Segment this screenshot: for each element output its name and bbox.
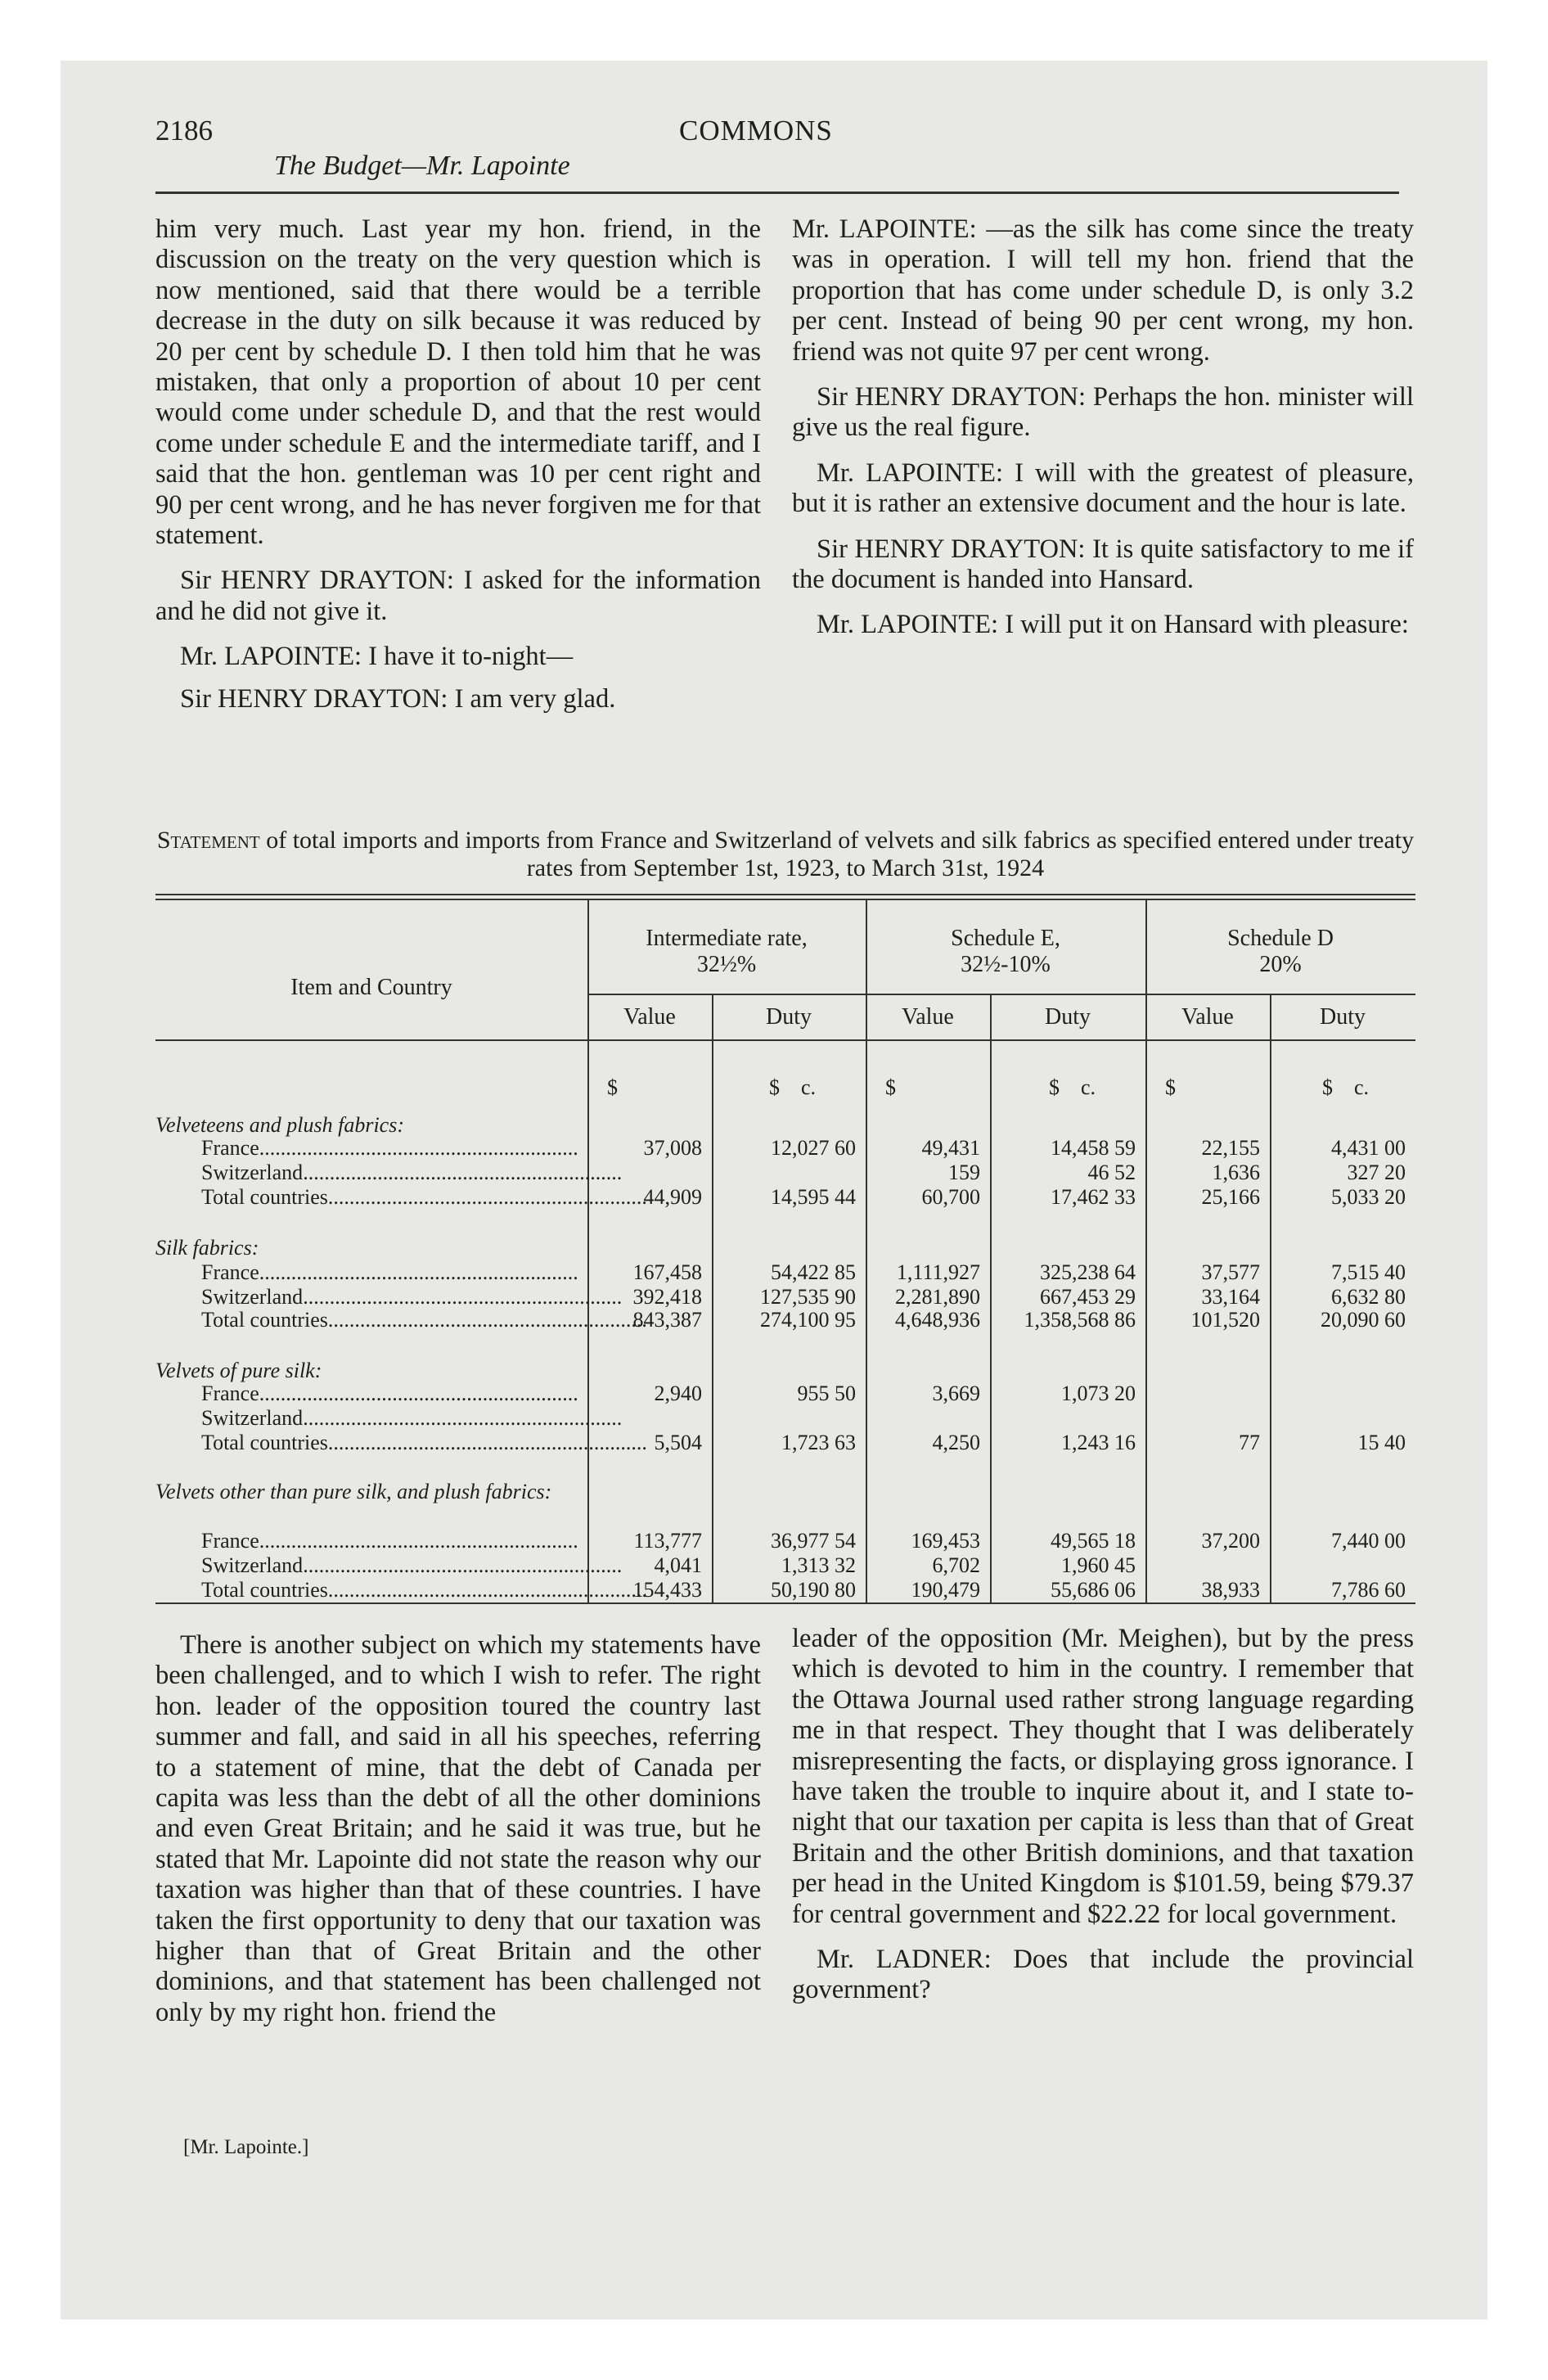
footer-speaker: [Mr. Lapointe.]	[183, 2136, 309, 2158]
table-col-divider	[866, 899, 867, 1602]
country-label: Switzerland	[201, 1285, 304, 1309]
country-label: Total countries	[201, 1185, 328, 1209]
table-cell: 37,200	[1201, 1529, 1260, 1553]
table-cell: 7,515 40	[1331, 1260, 1406, 1284]
group-header-schedule-d: Schedule D	[1227, 926, 1334, 951]
table-cell: 4,041	[654, 1553, 702, 1577]
country-label: France	[201, 1260, 259, 1284]
country-label: France	[201, 1529, 259, 1553]
table-row-label: Total countries............................................................	[201, 1431, 647, 1454]
paragraph: Mr. LADNER: Does that include the provincial government?	[792, 1945, 1414, 2005]
running-head: The Budget—Mr. Lapointe	[274, 151, 570, 181]
table-cell: 2,281,890	[895, 1285, 980, 1309]
paragraph: him very much. Last year my hon. friend, in the discussion on the treaty on the very question which is now mentioned, said that there would be a terrible decrease in the duty on silk because it was reduced by 20 per cent by schedule D. I then told him that he was mistaken, that only a proportion of about 10 per cent would come under schedule D, and that the rest would come under schedule E and the intermediate tariff, and I said that the hon. gentleman was 10 per cent right and 90 per cent wrong, and he has never forgiven me for that statement.	[155, 214, 761, 551]
upper-right-column	[792, 214, 1414, 656]
value-header: Value	[1181, 1004, 1234, 1030]
paragraph: Mr. LAPOINTE: I will put it on Hansard with pleasure:	[817, 610, 1409, 640]
table-row-label: Total countries............................................................	[201, 1578, 647, 1602]
table-cell: 1,636	[1212, 1161, 1260, 1184]
table-row-label: Switzerland............................................................	[201, 1161, 623, 1184]
group-rate-schedule-e: 32½-10%	[961, 952, 1051, 977]
country-label: France	[201, 1382, 259, 1405]
item-header: Item and Country	[290, 975, 452, 1000]
paragraph: Sir HENRY DRAYTON: It is quite satisfactory to me if the document is handed into Hansard.	[792, 534, 1414, 595]
country-label: Total countries	[201, 1431, 328, 1454]
country-label: France	[201, 1136, 259, 1160]
table-row-label: France............................................................	[201, 1260, 578, 1284]
table-cell: 22,155	[1201, 1136, 1260, 1160]
table-cell: 327 20	[1347, 1161, 1406, 1184]
group-rate-schedule-d: 20%	[1259, 952, 1302, 977]
country-label: Switzerland	[201, 1161, 304, 1184]
table-row-label: Switzerland............................................................	[201, 1553, 623, 1577]
table-cell: 667,453 29	[1040, 1285, 1136, 1309]
caption-text: of total imports and imports from France and Switzerland of velvets and silk fabrics as specified entered under treaty rates from September 1st, 1923, to March 31st, 1924	[259, 827, 1415, 881]
table-cell: 54,422 85	[771, 1260, 856, 1284]
table-cell: 15 40	[1357, 1431, 1406, 1454]
table-rule-bottom	[155, 1602, 1415, 1604]
table-cell: 392,418	[632, 1285, 702, 1309]
table-cell: 325,238 64	[1040, 1260, 1136, 1284]
table-cell: 50,190 80	[771, 1578, 856, 1602]
table-cell: 37,008	[643, 1136, 702, 1160]
lower-right-column	[792, 1624, 1414, 2021]
table-cell: 7,786 60	[1331, 1578, 1406, 1602]
table-cell: 38,933	[1201, 1578, 1260, 1602]
table-cell: 6,632 80	[1331, 1285, 1406, 1309]
unit-label: $	[607, 1075, 618, 1099]
section-title: Velvets other than pure silk, and plush fabrics:	[155, 1480, 552, 1503]
table-col-divider	[1145, 899, 1147, 1602]
table-cell: 36,977 54	[771, 1529, 856, 1553]
table-cell: 55,686 06	[1051, 1578, 1136, 1602]
table-caption	[155, 827, 1415, 882]
section-title: Velveteens and plush fabrics:	[155, 1113, 404, 1137]
unit-label: $ c.	[1049, 1075, 1096, 1099]
group-header-intermediate: Intermediate rate,	[646, 926, 808, 951]
table-cell: 37,577	[1201, 1260, 1260, 1284]
table-rule-top-double	[155, 899, 1415, 900]
paragraph: Sir HENRY DRAYTON: I asked for the information and he did not give it.	[155, 566, 761, 626]
table-row-label: France............................................................	[201, 1529, 578, 1553]
table-cell: 77	[1239, 1431, 1260, 1454]
unit-label: $	[1165, 1075, 1176, 1099]
table-cell: 1,358,568 86	[1024, 1308, 1136, 1332]
caption-lead: Statement	[156, 827, 260, 854]
duty-header: Duty	[1320, 1004, 1366, 1030]
value-header: Value	[902, 1004, 954, 1030]
table-cell: 1,073 20	[1061, 1382, 1136, 1405]
page-number: 2186	[155, 115, 213, 146]
paragraph: There is another subject on which my statements have been challenged, and to which I wish to refer. The right hon. leader of the opposition toured the country last summer and fall, and said in all his speeches, referring to a statement of mine, that the debt of Canada per capita was less than the debt of all the other dominions and even Great Britain; and he said it was true, but he stated that Mr. Lapointe did not state the reason why our taxation was higher than that of these countries. I have taken the first opportunity to deny that our taxation was higher than that of Great Britain and the other dominions, and that statement has been challenged not only by my right hon. friend the	[155, 1630, 761, 2027]
table-cell: 3,669	[932, 1382, 980, 1405]
duty-header: Duty	[1045, 1004, 1091, 1030]
table-cell: 101,520	[1190, 1308, 1260, 1332]
table-col-divider	[587, 899, 589, 1602]
value-header: Value	[623, 1004, 676, 1030]
table-cell: 127,535 90	[760, 1285, 856, 1309]
table-cell: 4,250	[932, 1431, 980, 1454]
section-title: Velvets of pure silk:	[155, 1359, 322, 1382]
table-cell: 2,940	[654, 1382, 702, 1405]
table-cell: 5,033 20	[1331, 1185, 1406, 1209]
section-title: Silk fabrics:	[155, 1236, 259, 1260]
table-cell: 1,960 45	[1061, 1553, 1136, 1577]
country-label: Switzerland	[201, 1553, 304, 1577]
unit-label: $	[885, 1075, 896, 1099]
table-cell: 25,166	[1201, 1185, 1260, 1209]
table-cell: 6,702	[932, 1553, 980, 1577]
table-cell: 843,387	[632, 1308, 702, 1332]
table-cell: 60,700	[921, 1185, 980, 1209]
table-cell: 169,453	[911, 1529, 980, 1553]
paragraph: Mr. LAPOINTE: I have it to-night—	[180, 642, 574, 672]
upper-left-column	[155, 214, 761, 729]
country-label: Switzerland	[201, 1406, 304, 1430]
duty-header: Duty	[766, 1004, 812, 1030]
table-cell: 49,431	[921, 1136, 980, 1160]
table-cell: 955 50	[797, 1382, 856, 1405]
paragraph: leader of the opposition (Mr. Meighen), but by the press which is devoted to him in the country. I remember that the Ottawa Journal used rather strong language regarding me in that respect. They thought that I was deliberately misrepresenting the facts, or displaying gross ignorance. I have taken the trouble to inquire about it, and I state to-night that our taxation per capita is less than that of Great Britain and the other British dominions, and that taxation per head in the United Kingdom is $101.59, being $79.37 for central government and $22.22 for local government.	[792, 1624, 1414, 1929]
unit-label: $ c.	[1322, 1075, 1370, 1099]
page-title: COMMONS	[679, 115, 833, 146]
table-cell: 17,462 33	[1051, 1185, 1136, 1209]
table-cell: 4,431 00	[1331, 1136, 1406, 1160]
table-cell: 1,111,927	[896, 1260, 980, 1284]
table-cell: 20,090 60	[1321, 1308, 1406, 1332]
table-row-label: France............................................................	[201, 1136, 578, 1160]
table-row-label: Total countries............................................................	[201, 1308, 647, 1332]
group-rate-intermediate: 32½%	[696, 952, 757, 977]
table-cell: 33,164	[1201, 1285, 1260, 1309]
table-row-label: Total countries............................................................	[201, 1185, 647, 1209]
paragraph: Sir HENRY DRAYTON: Perhaps the hon. minister will give us the real figure.	[792, 382, 1414, 443]
paragraph: Mr. LAPOINTE: —as the silk has come since the treaty was in operation. I will tell my hon. friend that the proportion that has come under schedule D, is only 3.2 per cent. Instead of being 90 per cent wrong, my hon. friend was not quite 97 per cent wrong.	[792, 214, 1414, 367]
table-row-label: France............................................................	[201, 1382, 578, 1405]
table-cell: 113,777	[633, 1529, 702, 1553]
lower-left-column	[155, 1630, 761, 2043]
table-rule-top	[155, 894, 1415, 895]
table-row-label: Switzerland............................................................	[201, 1285, 623, 1309]
table-cell: 44,909	[643, 1185, 702, 1209]
group-header-schedule-e: Schedule E,	[951, 926, 1060, 951]
statement-table	[155, 894, 1415, 1614]
table-cell: 14,458 59	[1051, 1136, 1136, 1160]
header-rule	[155, 192, 1399, 194]
table-cell: 5,504	[654, 1431, 702, 1454]
country-label: Total countries	[201, 1308, 328, 1332]
table-rule-header	[155, 1039, 1415, 1041]
table-cell: 1,313 32	[781, 1553, 856, 1577]
table-cell: 154,433	[632, 1578, 702, 1602]
paragraph: Mr. LAPOINTE: I will with the greatest of pleasure, but it is rather an extensive document and the hour is late.	[792, 458, 1414, 519]
table-cell: 14,595 44	[771, 1185, 856, 1209]
unit-label: $ c.	[769, 1075, 817, 1099]
table-cell: 167,458	[632, 1260, 702, 1284]
country-label: Total countries	[201, 1578, 328, 1602]
table-cell: 49,565 18	[1051, 1529, 1136, 1553]
table-cell: 1,243 16	[1061, 1431, 1136, 1454]
table-cell: 12,027 60	[771, 1136, 856, 1160]
table-cell: 274,100 95	[760, 1308, 856, 1332]
table-cell: 159	[948, 1161, 980, 1184]
table-cell: 190,479	[911, 1578, 980, 1602]
table-row-label: Switzerland............................................................	[201, 1406, 623, 1430]
page-header	[155, 115, 1399, 196]
table-cell: 1,723 63	[781, 1431, 856, 1454]
paragraph: Sir HENRY DRAYTON: I am very glad.	[180, 683, 616, 714]
table-cell: 46 52	[1087, 1161, 1136, 1184]
table-cell: 7,440 00	[1331, 1529, 1406, 1553]
table-cell: 4,648,936	[895, 1308, 980, 1332]
